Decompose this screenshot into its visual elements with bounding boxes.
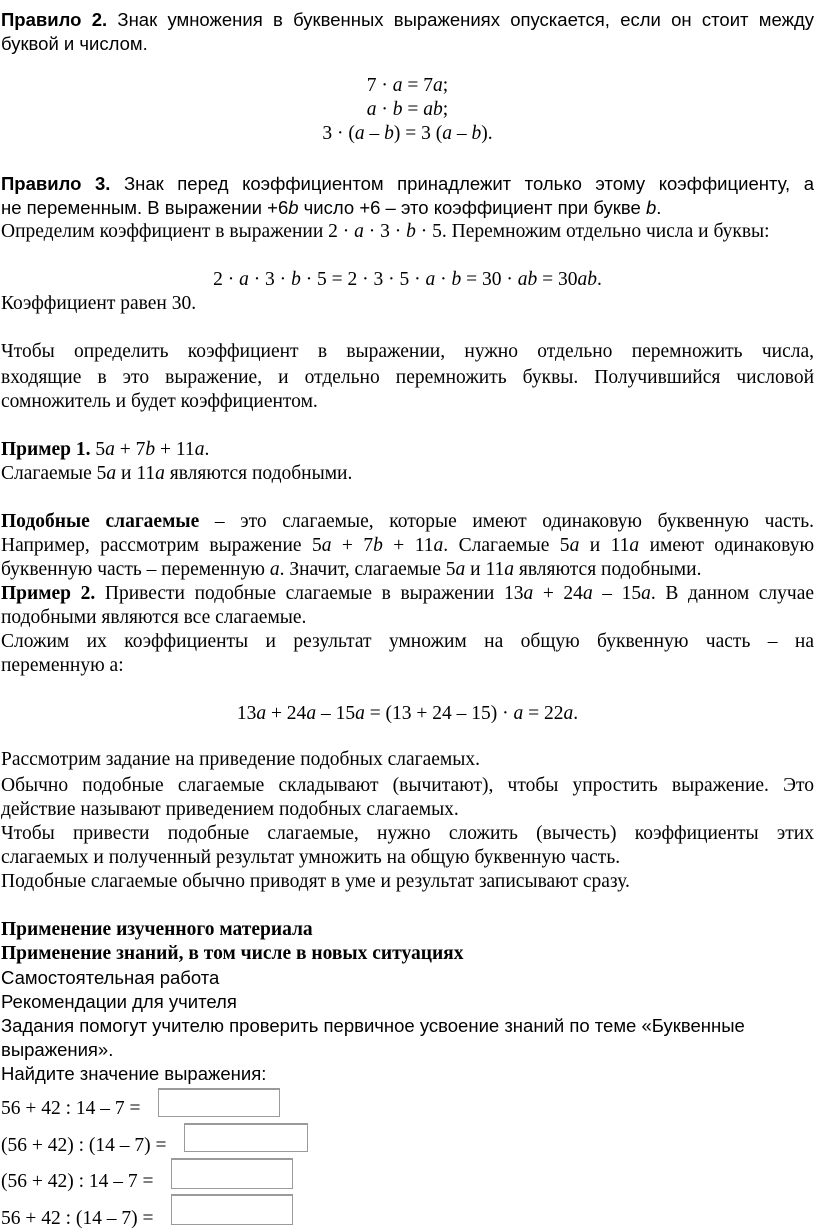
like-terms-label: Подобные слагаемые — [1, 511, 200, 532]
exercise-1-expression: 56 + 42 : 14 – 7 = — [1, 1098, 141, 1119]
coef-rule-line3: сомножитель и будет коэффициентом. — [1, 391, 318, 412]
example2-line2: подобными являются все слагаемые. — [1, 607, 307, 628]
task-line2: Обычно подобные слагаемые складывают (вычитают), чтобы упростить выражение. Это — [1, 775, 814, 796]
coef-rule-line1: Чтобы определить коэффициент в выражении, нужно отдельно перемножить числа, — [1, 341, 814, 362]
formula-3ab: 3 · (a – b) = 3 (a – b). — [322, 123, 493, 144]
task-line4: Чтобы привести подобные слагаемые, нужно сложить (вычесть) коэффициенты этих — [1, 823, 814, 844]
coef-formula: 2 · a · 3 · b · 5 = 2 · 3 · 5 · a · b = 30 · ab = 30ab. — [213, 269, 602, 290]
example1-line2: Слагаемые 5a и 11a являются подобными. — [1, 463, 353, 484]
rule3-label: Правило 3. — [1, 173, 111, 194]
task-line6: Подобные слагаемые обычно приводят в уме и результат записывают сразу. — [1, 871, 630, 892]
rule2-text: Знак умножения в буквенных выражениях опускается, если он стоит между — [107, 9, 815, 30]
task-line1: Рассмотрим задание на приведение подобных слагаемых. — [1, 749, 480, 770]
formula-like-terms: 13a + 24a – 15a = (13 + 24 – 15) · a = 22a. — [236, 703, 579, 724]
example2-line4: переменную а: — [1, 655, 124, 676]
formula-ab: a · b = ab; — [366, 99, 449, 120]
exercise-4-answer-input[interactable] — [171, 1194, 293, 1225]
rule3-line1: Правило 3. Знак перед коэффициентом принадлежит только этому коэффициенту, а — [1, 173, 814, 194]
exercise-1-answer-input[interactable] — [158, 1088, 280, 1117]
example2-line3: Сложим их коэффициенты и результат умножим на общую буквенную часть – на — [1, 631, 814, 652]
example2-line1: Пример 2. Привести подобные слагаемые в выражении 13a + 24a – 15a. В данном случае — [1, 583, 815, 604]
heading-knowledge: Применение знаний, в том числе в новых ситуациях — [1, 943, 464, 964]
heading-independent-work: Самостоятельная работа — [1, 967, 220, 988]
find-value-prompt: Найдите значение выражения: — [1, 1063, 267, 1084]
like-terms-line3: буквенную часть – переменную a. Значит, слагаемые 5a и 11a являются подобными. — [1, 559, 702, 580]
example1-label: Пример 1. — [1, 439, 91, 460]
formula-7a: 7 · a = 7a; — [366, 75, 449, 96]
exercise-2-expression: (56 + 42) : (14 – 7) = — [1, 1135, 167, 1156]
rule3-line2: не переменным. В выражении +6b число +6 – это коэффициент при букве b. — [1, 197, 662, 218]
like-terms-line1: Подобные слагаемые – это слагаемые, которые имеют одинаковую буквенную часть. — [1, 511, 814, 532]
heading-teacher-recommendations: Рекомендации для учителя — [1, 991, 237, 1012]
like-terms-line2: Например, рассмотрим выражение 5a + 7b + 11a. Слагаемые 5a и 11a имеют одинаковую — [1, 535, 815, 556]
rule2-text-cont: буквой и числом. — [1, 33, 148, 54]
example2-label: Пример 2. — [1, 583, 96, 604]
coef-intro: Определим коэффициент в выражении 2 · a · 3 · b · 5. Перемножим отдельно числа и буквы: — [1, 221, 770, 242]
heading-application: Применение изученного материала — [1, 919, 313, 940]
rule2-line1 — [1, 8, 814, 32]
example1-line1: Пример 1. 5a + 7b + 11a. — [1, 439, 210, 460]
exercise-3-expression: (56 + 42) : 14 – 7 = — [1, 1171, 154, 1192]
exercise-2-answer-input[interactable] — [184, 1123, 308, 1152]
teacher-note-line2: выражения». — [1, 1039, 114, 1060]
coef-result: Коэффициент равен 30. — [1, 293, 197, 314]
exercise-3-answer-input[interactable] — [171, 1158, 293, 1189]
rule2-label: Правило 2. — [1, 9, 108, 30]
coef-rule-line2: входящие в это выражение, и отдельно перемножить буквы. Получившийся числовой — [1, 367, 814, 388]
exercise-4-expression: 56 + 42 : (14 – 7) = — [1, 1208, 154, 1229]
rule2-line2 — [1, 32, 814, 56]
task-line5: слагаемых и полученный результат умножить на общую буквенную часть. — [1, 847, 621, 868]
teacher-note-line1: Задания помогут учителю проверить первичное усвоение знаний по теме «Буквенные — [1, 1015, 745, 1036]
task-line3: действие называют приведением подобных слагаемых. — [1, 799, 459, 820]
